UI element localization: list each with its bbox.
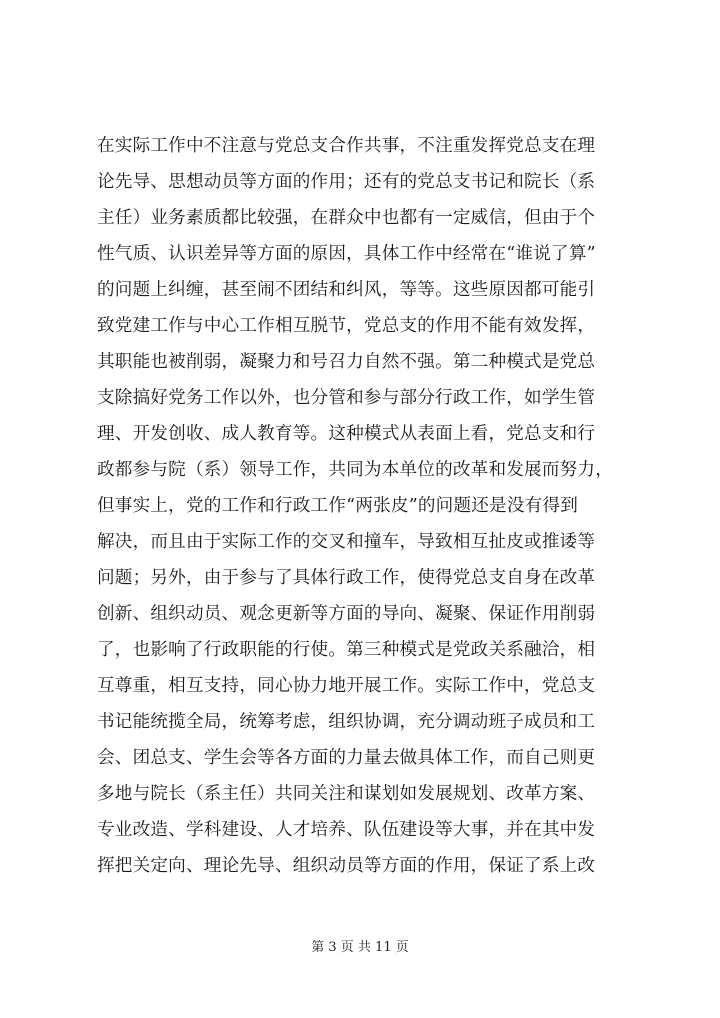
page-number-footer: 第 3 页 共 11 页 bbox=[311, 940, 409, 955]
text-line: 支除搞好党务工作以外，也分管和参与部分行政工作，如学生管 bbox=[97, 388, 596, 408]
text-line: 会、团总支、学生会等各方面的力量去做具体工作，而自己则更 bbox=[97, 748, 596, 768]
text-line: 解决，而且由于实际工作的交叉和撞车，导致相互扯皮或推诿等 bbox=[97, 532, 596, 552]
text-line: 理、开发创收、成人教育等。这种模式从表面上看，党总支和行 bbox=[97, 424, 596, 444]
text-line: 专业改造、学科建设、人才培养、队伍建设等大事，并在其中发 bbox=[97, 820, 596, 840]
text-line: 互尊重，相互支持，同心协力地开展工作。实际工作中，党总支 bbox=[97, 676, 596, 696]
text-line: 性气质、认识差异等方面的原因，具体工作中经常在“谁说了算” bbox=[97, 244, 596, 264]
body-text bbox=[97, 128, 627, 884]
text-line: 创新、组织动员、观念更新等方面的导向、凝聚、保证作用削弱 bbox=[97, 604, 596, 624]
text-line: 政都参与院（系）领导工作，共同为本单位的改革和发展而努力， bbox=[97, 460, 614, 480]
text-line: 了，也影响了行政职能的行使。第三种模式是党政关系融洽，相 bbox=[97, 640, 596, 660]
text-line: 但事实上，党的工作和行政工作“两张皮”的问题还是没有得到 bbox=[97, 496, 579, 516]
text-line: 论先导、思想动员等方面的作用；还有的党总支书记和院长（系 bbox=[97, 172, 596, 192]
text-line: 多地与院长（系主任）共同关注和谋划如发展规划、改革方案、 bbox=[97, 784, 596, 804]
text-line: 问题；另外，由于参与了具体行政工作，使得党总支自身在改革 bbox=[97, 568, 596, 588]
text-line: 挥把关定向、理论先导、组织动员等方面的作用，保证了系上改 bbox=[97, 856, 596, 876]
text-line: 在实际工作中不注意与党总支合作共事，不注重发挥党总支在理 bbox=[97, 136, 596, 156]
text-line: 的问题上纠缠，甚至闹不团结和纠风，等等。这些原因都可能引 bbox=[97, 280, 596, 300]
text-line: 书记能统揽全局，统筹考虑，组织协调，充分调动班子成员和工 bbox=[97, 712, 596, 732]
text-line: 主任）业务素质都比较强，在群众中也都有一定威信，但由于个 bbox=[97, 208, 596, 228]
text-line: 致党建工作与中心工作相互脱节，党总支的作用不能有效发挥， bbox=[97, 316, 596, 336]
text-line: 其职能也被削弱，凝聚力和号召力自然不强。第二种模式是党总 bbox=[97, 352, 596, 372]
